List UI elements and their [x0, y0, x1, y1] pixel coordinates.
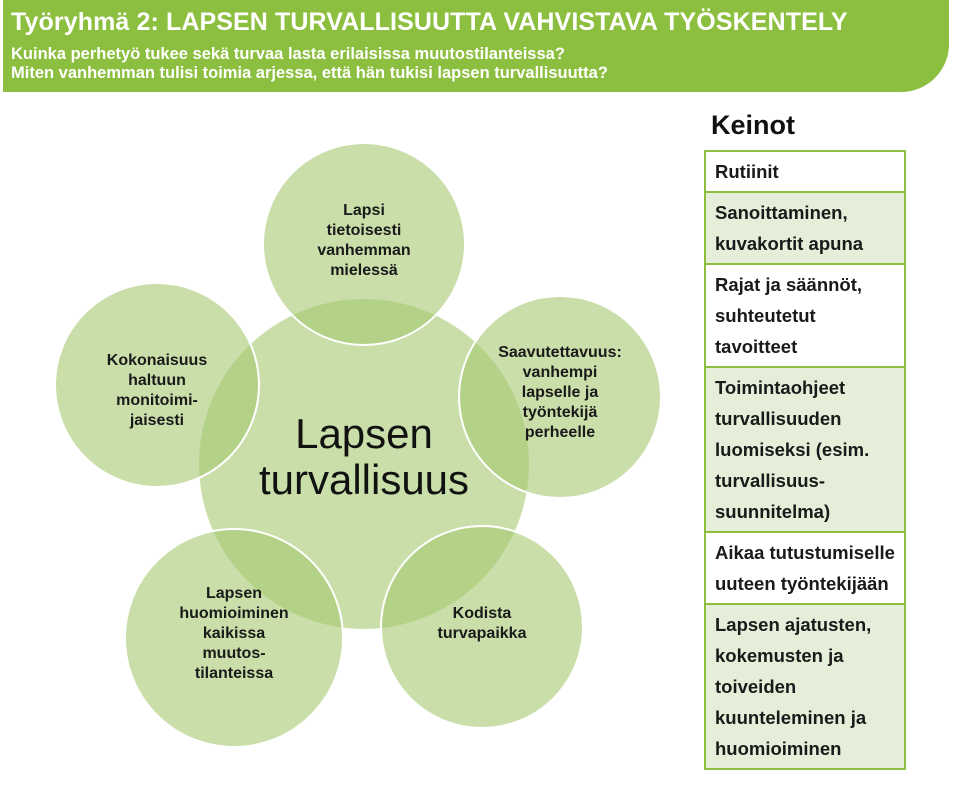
- keinot-item: Rajat ja säännöt, suhteutetut tavoitteet: [706, 265, 904, 368]
- center-label: Lapsen turvallisuus: [258, 410, 470, 503]
- subtitle-question-1: Kuinka perhetyö tukee sekä turvaa lasta erilaisissa muutostilanteissa?: [11, 45, 565, 63]
- keinot-item: Aikaa tutustumiselle uuteen työntekijään: [706, 533, 904, 605]
- keinot-item: Toimintaohjeet turvallisuuden luomiseksi (esim. turvallisuus-suunnitelma): [706, 368, 904, 533]
- page-title: Työryhmä 2: LAPSEN TURVALLISUUTTA VAHVISTAVA TYÖSKENTELY: [11, 8, 848, 36]
- safety-diagram: [0, 95, 700, 808]
- circle-label-change-situations: Lapsen huomioiminen kaikissa muutos- tilanteissa: [179, 585, 289, 682]
- circle-label-accessibility: Saavutettavuus: vanhempi lapselle ja työntekijä perheelle: [498, 344, 622, 441]
- circle-label-home-safe-place: Kodista turvapaikka: [437, 605, 527, 642]
- keinot-item: Rutiinit: [706, 152, 904, 193]
- circle-label-multiprofessional: Kokonaisuus haltuun monitoimi- jaisesti: [106, 352, 208, 429]
- keinot-item: Sanoittaminen, kuvakortit apuna: [706, 193, 904, 265]
- header-banner: [3, 0, 949, 92]
- keinot-title: Keinot: [711, 110, 795, 140]
- keinot-item: Lapsen ajatusten, kokemusten ja toiveiden kuunteleminen ja huomioiminen: [706, 605, 904, 768]
- subtitle-question-2: Miten vanhemman tulisi toimia arjessa, että hän tukisi lapsen turvallisuutta?: [11, 64, 608, 82]
- circle-label-parent-mind: Lapsi tietoisesti vanhemman mielessä: [317, 202, 411, 279]
- keinot-list: [704, 150, 906, 770]
